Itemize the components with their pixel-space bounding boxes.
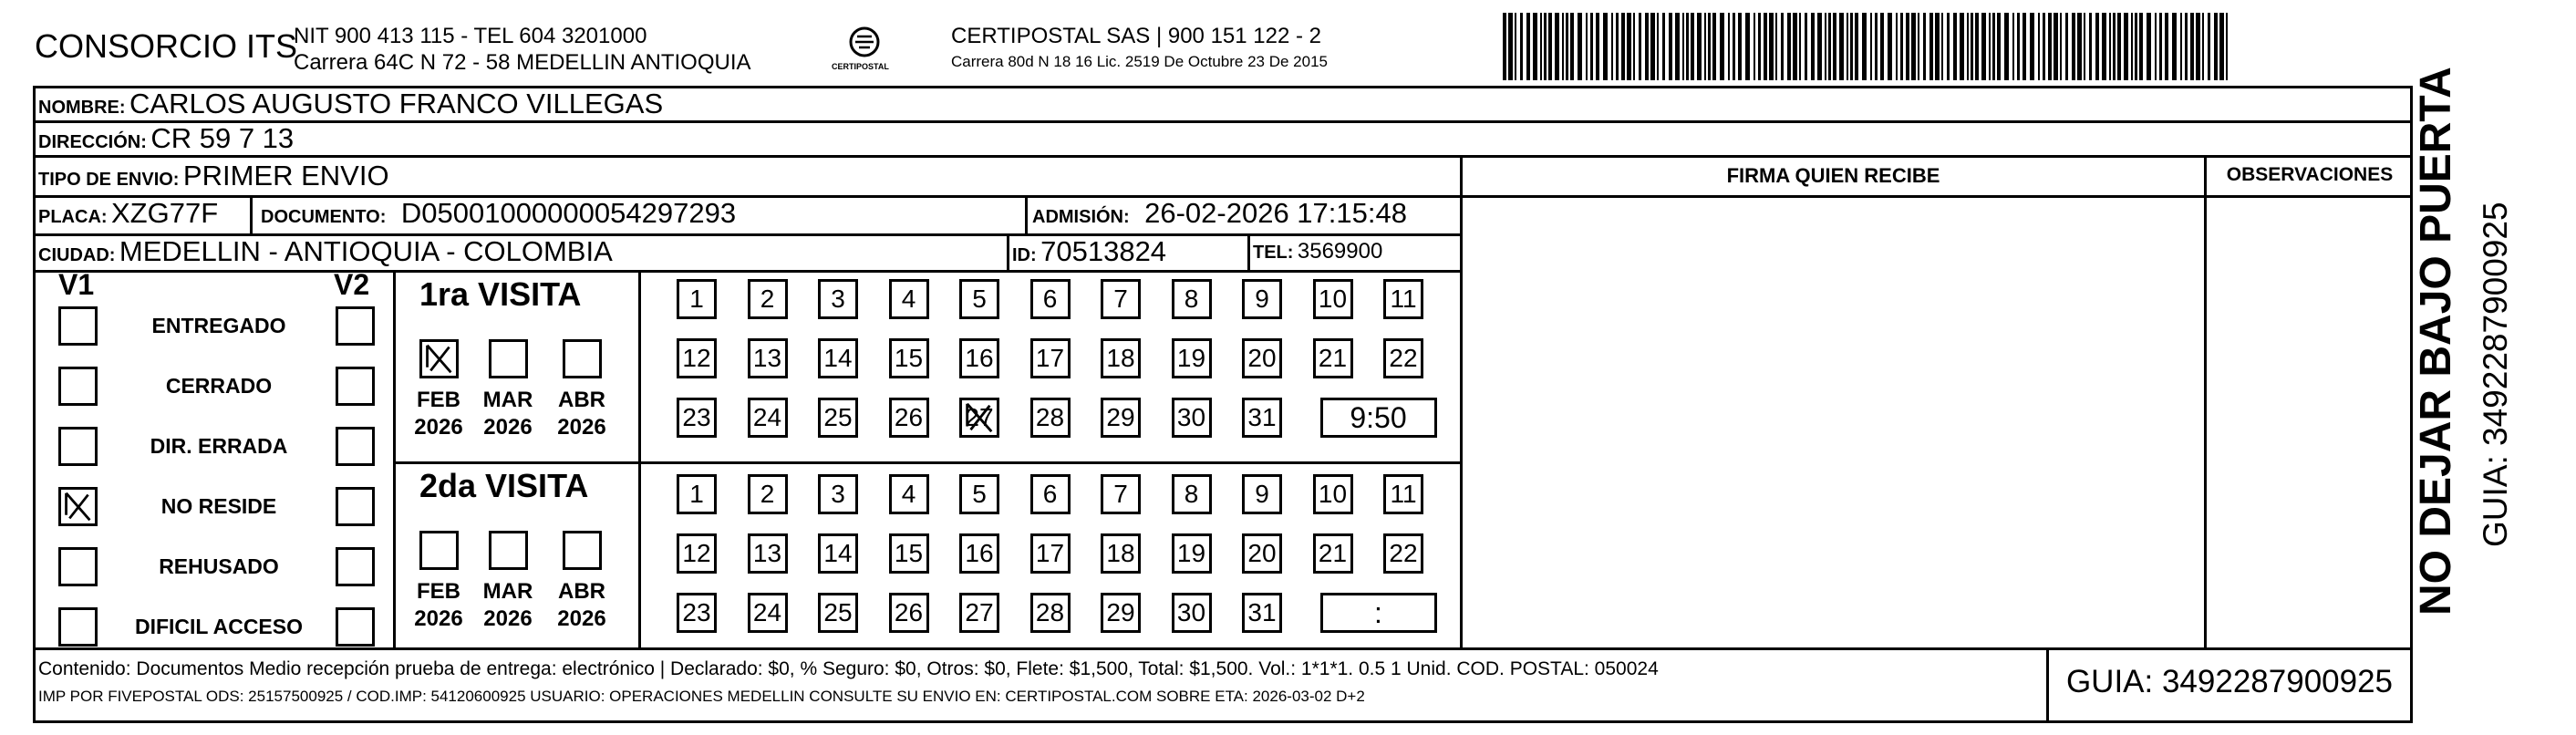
v1-checkbox[interactable]: [58, 487, 98, 526]
barcode-bar: [2043, 13, 2045, 80]
barcode-bar: [1833, 13, 1836, 80]
month-year: 2026: [557, 415, 606, 440]
barcode-bar: [2180, 13, 2182, 80]
barcode-bar: [1918, 13, 1919, 80]
side-guia: GUIA: 3492287900925: [2477, 202, 2514, 547]
barcode-bar: [1888, 13, 1892, 80]
barcode-bar: [2155, 13, 2157, 80]
day-box[interactable]: 11: [1383, 474, 1423, 514]
barcode-bar: [2004, 13, 2009, 80]
barcode-bar: [1526, 13, 1530, 80]
day-box[interactable]: 20: [1242, 338, 1282, 378]
month-year: 2026: [483, 415, 533, 440]
barcode-bar: [1562, 13, 1564, 80]
barcode-bar: [2030, 13, 2034, 80]
status-label: DIR. ERRADA: [150, 434, 288, 458]
barcode-bar: [1704, 13, 1706, 80]
month-name: FEB: [417, 579, 460, 604]
day-box[interactable]: 5: [959, 279, 999, 319]
first-visit-title: 1ra VISITA: [419, 275, 582, 313]
barcode-bar: [1781, 13, 1784, 80]
month-checkbox[interactable]: [419, 531, 459, 570]
month-name: ABR: [558, 388, 605, 412]
barcode-bar: [1578, 13, 1582, 80]
day-box[interactable]: 11: [1383, 279, 1423, 319]
month-label: [550, 578, 614, 633]
barcode-bar: [2054, 13, 2058, 80]
barcode-bar: [1548, 13, 1552, 80]
barcode-bar: [1544, 13, 1547, 80]
barcode-bar: [1967, 13, 1969, 80]
barcode-bar: [1603, 13, 1608, 80]
admision-label: ADMISIÓN:: [1032, 207, 1130, 227]
barcode-bar: [2048, 13, 2052, 80]
day-box[interactable]: 9: [1242, 279, 1282, 319]
day-box[interactable]: 23: [677, 593, 717, 633]
nombre-label: NOMBRE:: [38, 98, 126, 118]
barcode-bar: [1627, 13, 1631, 80]
v2-checkbox[interactable]: [336, 367, 375, 406]
barcode-bar: [1906, 13, 1909, 80]
barcode-bar: [2113, 13, 2116, 80]
v1-checkbox[interactable]: [58, 607, 98, 647]
barcode-bar: [1875, 13, 1878, 80]
month-label: [407, 578, 471, 633]
barcode-bar: [1787, 13, 1791, 80]
barcode-bar: [2117, 13, 2121, 80]
barcode-bar: [1989, 13, 1991, 80]
month-year: 2026: [414, 415, 463, 440]
barcode-bar: [1953, 13, 1957, 80]
barcode-bar: [1855, 13, 1858, 80]
barcode-bar: [1596, 13, 1599, 80]
barcode-bar: [1754, 13, 1755, 80]
v2-label: V2: [334, 268, 370, 301]
day-box[interactable]: 28: [1030, 398, 1071, 438]
month-label: [476, 387, 540, 441]
day-box[interactable]: 12: [677, 338, 717, 378]
barcode-bar: [1896, 13, 1898, 80]
day-box[interactable]: 14: [818, 338, 858, 378]
day-box[interactable]: 10: [1313, 279, 1353, 319]
day-box[interactable]: 16: [959, 338, 999, 378]
day-box[interactable]: 3: [818, 279, 858, 319]
barcode-bar: [1880, 13, 1884, 80]
barcode-bar: [2226, 13, 2228, 80]
admision-row: [1032, 197, 1407, 230]
firma-header: FIRMA QUIEN RECIBE: [1726, 164, 1940, 187]
barcode-bar: [1621, 13, 1625, 80]
barcode-bar: [2072, 13, 2075, 80]
documento-value: D05001000000054297293: [400, 197, 737, 229]
day-box[interactable]: 5: [959, 474, 999, 514]
barcode-bar: [1712, 13, 1716, 80]
month-name: MAR: [482, 388, 533, 412]
barcode-bar: [1850, 13, 1853, 80]
barcode-bar: [1825, 13, 1826, 80]
day-box[interactable]: 6: [1030, 474, 1071, 514]
day-box[interactable]: 2: [748, 279, 788, 319]
v2-checkbox[interactable]: [336, 487, 375, 526]
day-box[interactable]: 27: [959, 593, 999, 633]
barcode-bar: [1745, 13, 1750, 80]
logo-caption: CERTIPOSTAL: [832, 62, 889, 71]
day-box[interactable]: 16: [959, 533, 999, 574]
barcode-bar: [1764, 13, 1767, 80]
barcode-bar: [2109, 13, 2111, 80]
barcode-bar: [1639, 13, 1641, 80]
barcode-bar: [1669, 13, 1672, 80]
barcode-bar: [2139, 13, 2143, 80]
day-box[interactable]: 30: [1172, 398, 1212, 438]
barcode-bar: [1708, 13, 1711, 80]
barcode-bar: [1911, 13, 1916, 80]
barcode-bar: [1758, 13, 1761, 80]
footer-contenido: Contenido: Documentos Medio recepción prueba de entrega: electrónico | Declarado: $0, % Seguro: $0, Otros: $0, Flete: $1,500, Total: $1,500. Vol.: 1*1*1. 0.5 1 Unid. COD. POSTAL: 050024: [38, 658, 1659, 679]
barcode-bar: [1900, 13, 1903, 80]
nombre-row: [38, 88, 663, 120]
barcode-bar: [1992, 13, 1995, 80]
v2-checkbox[interactable]: [336, 427, 375, 466]
barcode-bar: [1960, 13, 1964, 80]
barcode-bar: [1847, 13, 1848, 80]
direccion-value: CR 59 7 13: [150, 122, 295, 154]
barcode-bar: [1533, 13, 1537, 80]
month-name: ABR: [558, 579, 605, 604]
barcode-bar: [1616, 13, 1619, 80]
barcode-bar: [1828, 13, 1831, 80]
barcode-bar: [1728, 13, 1730, 80]
day-box[interactable]: 23: [677, 398, 717, 438]
ciudad-row: [38, 235, 613, 268]
barcode-bar: [1697, 13, 1702, 80]
barcode-bar: [2165, 13, 2168, 80]
carrier-address: Carrera 80d N 18 16 Lic. 2519 De Octubre 23 De 2015: [951, 53, 1328, 70]
day-box[interactable]: 2: [748, 474, 788, 514]
day-box[interactable]: 25: [818, 398, 858, 438]
day-box[interactable]: 3: [818, 474, 858, 514]
day-box[interactable]: 4: [889, 474, 929, 514]
company-address: Carrera 64C N 72 - 58 MEDELLIN ANTIOQUIA: [294, 50, 751, 75]
day-box[interactable]: 4: [889, 279, 929, 319]
barcode-bar: [1817, 13, 1822, 80]
barcode-bar: [2196, 13, 2200, 80]
day-box[interactable]: 8: [1172, 474, 1212, 514]
id-value: 70513824: [1040, 235, 1167, 267]
barcode-bar: [1590, 13, 1593, 80]
v2-checkbox[interactable]: [336, 306, 375, 346]
v1-checkbox[interactable]: [58, 427, 98, 466]
barcode-bar: [2185, 13, 2188, 80]
side-warning: NO DEJAR BAJO PUERTA: [2412, 67, 2460, 616]
day-box[interactable]: 14: [818, 533, 858, 574]
barcode-bar: [1555, 13, 1559, 80]
barcode-bar: [1975, 13, 1979, 80]
day-box[interactable]: 30: [1172, 593, 1212, 633]
second-visit-title: 2da VISITA: [419, 467, 589, 504]
id-label: ID:: [1012, 245, 1037, 265]
barcode-bar: [1508, 13, 1513, 80]
admision-value: 26-02-2026 17:15:48: [1144, 197, 1407, 229]
footer-imp: IMP POR FIVEPOSTAL ODS: 25157500925 / COD.IMP: 54120600925 USUARIO: OPERACIONES MEDELLIN CONSULTE SU ENVIO EN: CERTIPOSTAL.COM SOBRE ETA: 2026-03-02 D+2: [38, 688, 1365, 705]
v2-checkbox[interactable]: [336, 547, 375, 586]
barcode-bar: [2095, 13, 2099, 80]
barcode-bar: [2131, 13, 2133, 80]
barcode-bar: [1793, 13, 1797, 80]
observaciones-header: OBSERVACIONES: [2226, 164, 2394, 185]
barcode-bar: [1738, 13, 1742, 80]
placa-row: [38, 197, 218, 230]
barcode-bar: [1566, 13, 1568, 80]
day-box[interactable]: 20: [1242, 533, 1282, 574]
barcode-bar: [2219, 13, 2224, 80]
barcode-bar: [1503, 13, 1506, 80]
time-box[interactable]: 9:50: [1320, 398, 1437, 438]
v1-checkbox[interactable]: [58, 367, 98, 406]
nit-line: NIT 900 413 115 - TEL 604 3201000: [294, 24, 647, 48]
direccion-row: [38, 122, 294, 155]
placa-label: PLACA:: [38, 207, 108, 227]
day-box[interactable]: 29: [1101, 398, 1141, 438]
day-box[interactable]: 24: [748, 593, 788, 633]
day-box[interactable]: 1: [677, 279, 717, 319]
tipo-value: PRIMER ENVIO: [182, 160, 389, 192]
day-box[interactable]: 9: [1242, 474, 1282, 514]
barcode-bar: [2023, 13, 2026, 80]
barcode-bar: [2202, 13, 2204, 80]
tipo-row: [38, 160, 389, 192]
barcode-bar: [1805, 13, 1807, 80]
barcode-bar: [1686, 13, 1689, 80]
barcode-bar: [2102, 13, 2106, 80]
barcode-bar: [2159, 13, 2162, 80]
barcode-bar: [2012, 13, 2014, 80]
day-box[interactable]: 25: [818, 593, 858, 633]
barcode-bar: [2147, 13, 2151, 80]
barcode-bar: [1586, 13, 1588, 80]
barcode-bar: [1733, 13, 1735, 80]
barcode-bar: [2017, 13, 2020, 80]
barcode-bar: [1935, 13, 1940, 80]
ciudad-value: MEDELLIN - ANTIOQUIA - COLOMBIA: [119, 235, 613, 267]
day-box[interactable]: 21: [1313, 533, 1353, 574]
barcode-bar: [1650, 13, 1655, 80]
month-name: MAR: [482, 579, 533, 604]
day-box[interactable]: 7: [1101, 279, 1141, 319]
day-box[interactable]: 18: [1101, 338, 1141, 378]
tel-label: TEL:: [1253, 243, 1294, 263]
barcode-bar: [1520, 13, 1523, 80]
ciudad-label: CIUDAD:: [38, 245, 116, 265]
day-box[interactable]: 28: [1030, 593, 1071, 633]
placa-value: XZG77F: [111, 197, 219, 229]
month-checkbox[interactable]: [419, 339, 459, 378]
day-box[interactable]: 27: [959, 398, 999, 438]
barcode-bar: [1870, 13, 1872, 80]
month-year: 2026: [557, 606, 606, 631]
barcode-bar: [1929, 13, 1933, 80]
barcode-bar: [1947, 13, 1950, 80]
time-box[interactable]: :: [1320, 593, 1437, 633]
barcode-bar: [1811, 13, 1815, 80]
barcode-bar: [2084, 13, 2085, 80]
day-box[interactable]: 22: [1383, 338, 1423, 378]
direccion-label: DIRECCIÓN:: [38, 132, 147, 152]
barcode-bar: [1657, 13, 1659, 80]
month-year: 2026: [483, 606, 533, 631]
day-box[interactable]: 17: [1030, 533, 1071, 574]
barcode-bar: [2172, 13, 2177, 80]
status-label: CERRADO: [165, 374, 273, 398]
barcode-bar: [1611, 13, 1613, 80]
day-box[interactable]: 13: [748, 338, 788, 378]
status-label: REHUSADO: [159, 554, 279, 578]
barcode-bar: [2124, 13, 2128, 80]
barcode-bar: [1799, 13, 1801, 80]
carrier-line: CERTIPOSTAL SAS | 900 151 122 - 2: [951, 24, 1321, 48]
month-name: FEB: [417, 388, 460, 412]
status-label: ENTREGADO: [151, 314, 286, 337]
status-label: NO RESIDE: [160, 494, 277, 518]
day-box[interactable]: 6: [1030, 279, 1071, 319]
barcode-bar: [1570, 13, 1574, 80]
documento-row: [261, 197, 736, 230]
tel-value: 3569900: [1297, 239, 1383, 264]
barcode-bar: [1633, 13, 1635, 80]
day-box[interactable]: 24: [748, 398, 788, 438]
day-box[interactable]: 17: [1030, 338, 1071, 378]
day-box[interactable]: 31: [1242, 593, 1282, 633]
barcode-bar: [2038, 13, 2040, 80]
id-row: [1012, 235, 1166, 268]
barcode-bar: [1775, 13, 1777, 80]
documento-label: DOCUMENTO:: [261, 207, 387, 227]
day-box[interactable]: 26: [889, 593, 929, 633]
barcode-bar: [2077, 13, 2082, 80]
barcode-bar: [1675, 13, 1680, 80]
barcode-bar: [2065, 13, 2068, 80]
barcode-bar: [1862, 13, 1867, 80]
barcode-bar: [1645, 13, 1649, 80]
v1-checkbox[interactable]: [58, 547, 98, 586]
day-box[interactable]: 18: [1101, 533, 1141, 574]
barcode-bar: [2060, 13, 2062, 80]
day-box[interactable]: 7: [1101, 474, 1141, 514]
day-box[interactable]: 8: [1172, 279, 1212, 319]
v1-label: V1: [58, 268, 95, 301]
day-box[interactable]: 15: [889, 338, 929, 378]
month-checkbox[interactable]: [563, 531, 602, 570]
day-box[interactable]: 13: [748, 533, 788, 574]
barcode-bar: [1971, 13, 1973, 80]
v2-checkbox[interactable]: [336, 607, 375, 647]
day-box[interactable]: 31: [1242, 398, 1282, 438]
barcode-bar: [1682, 13, 1684, 80]
nombre-value: CARLOS AUGUSTO FRANCO VILLEGAS: [129, 88, 664, 119]
day-box[interactable]: 29: [1101, 593, 1141, 633]
month-checkbox[interactable]: [563, 339, 602, 378]
barcode-bar: [1769, 13, 1774, 80]
day-box[interactable]: 21: [1313, 338, 1353, 378]
barcode-bar: [1941, 13, 1943, 80]
tel-row: [1253, 239, 1382, 264]
barcode-bar: [1997, 13, 2001, 80]
status-label: DIFICIL ACCESO: [134, 615, 303, 638]
day-box[interactable]: 15: [889, 533, 929, 574]
tipo-label: TIPO DE ENVIO:: [38, 170, 180, 190]
barcode-bar: [1923, 13, 1926, 80]
barcode-bar: [1540, 13, 1542, 80]
barcode-bar: [1662, 13, 1665, 80]
day-box[interactable]: 26: [889, 398, 929, 438]
barcode-bar: [1839, 13, 1844, 80]
barcode-bar: [2089, 13, 2092, 80]
month-year: 2026: [414, 606, 463, 631]
day-box[interactable]: 12: [677, 533, 717, 574]
barcode-bar: [2214, 13, 2218, 80]
day-box[interactable]: 10: [1313, 474, 1353, 514]
barcode-bar: [2208, 13, 2210, 80]
month-label: [407, 387, 471, 441]
barcode-bar: [1691, 13, 1694, 80]
barcode-bar: [1515, 13, 1516, 80]
day-box[interactable]: 19: [1172, 338, 1212, 378]
barcode-bar: [2135, 13, 2137, 80]
barcode-bar: [1720, 13, 1724, 80]
barcode-bar: [2190, 13, 2194, 80]
day-box[interactable]: 1: [677, 474, 717, 514]
barcode-bar: [1981, 13, 1986, 80]
v1-checkbox[interactable]: [58, 306, 98, 346]
month-checkbox[interactable]: [489, 531, 528, 570]
month-label: [550, 387, 614, 441]
day-box[interactable]: 19: [1172, 533, 1212, 574]
company-name: CONSORCIO ITS: [35, 27, 298, 65]
month-label: [476, 578, 540, 633]
barcode: [1503, 13, 2232, 80]
day-box[interactable]: 22: [1383, 533, 1423, 574]
footer-guia: GUIA: 3492287900925: [2065, 664, 2394, 699]
month-checkbox[interactable]: [489, 339, 528, 378]
